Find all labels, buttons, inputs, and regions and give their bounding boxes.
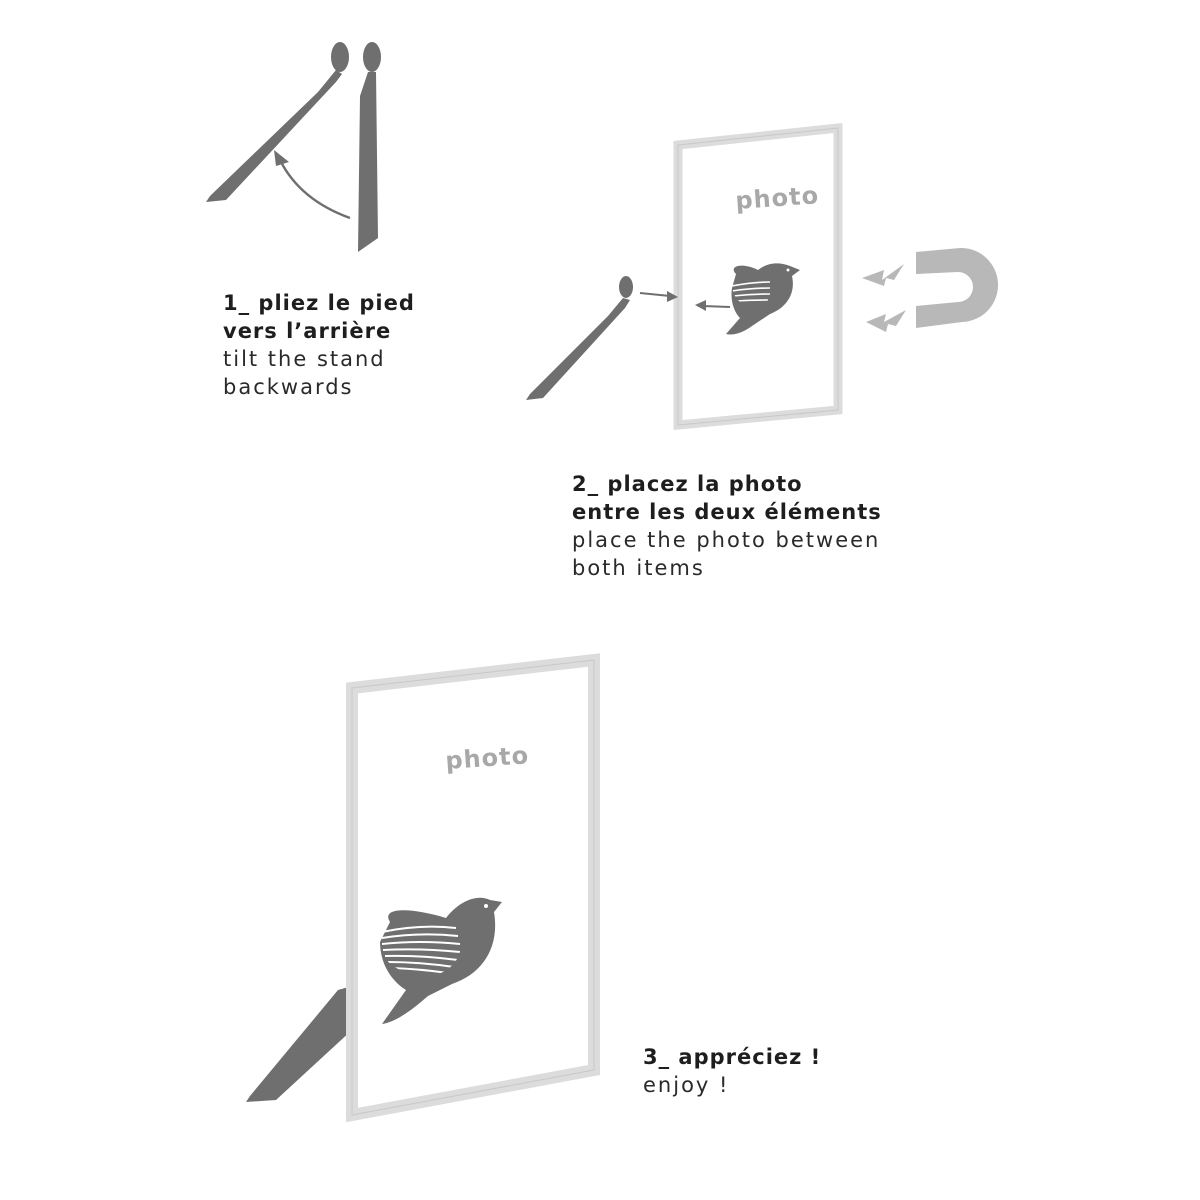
stand-small-icon	[526, 275, 634, 400]
photo-frame-step2	[678, 128, 838, 425]
step-1-instructions	[223, 289, 415, 401]
step-3-english: enjoy !	[643, 1073, 730, 1097]
magnet-icon	[862, 248, 998, 332]
step-2-english-line2: both items	[572, 556, 705, 580]
step-2-title-line1: 2_ placez la photo	[572, 472, 803, 496]
step-1-title-line2: vers l’arrière	[223, 319, 392, 343]
curved-arrow-icon	[274, 150, 350, 218]
step-2-instructions	[572, 470, 882, 582]
step-1-title-line1: 1_ pliez le pied	[223, 291, 415, 315]
step-2-english-line1: place the photo between	[572, 528, 881, 552]
frame2-photo-label: photo	[734, 181, 820, 215]
stand-back-icon	[246, 986, 352, 1102]
stand-upright-icon	[358, 41, 382, 252]
arrow-to-frame-icon	[640, 291, 678, 302]
step-1-english-line2: backwards	[223, 375, 354, 399]
step-3-title: 3_ appréciez !	[643, 1045, 822, 1069]
step-2-title-line2: entre les deux éléments	[572, 500, 882, 524]
frame3-photo-label: photo	[444, 741, 530, 775]
stand-tilted-icon	[206, 41, 350, 202]
photo-frame-step3	[352, 660, 594, 1115]
step-3-instructions	[643, 1043, 821, 1099]
step-1-english-line1: tilt the stand	[223, 347, 386, 371]
